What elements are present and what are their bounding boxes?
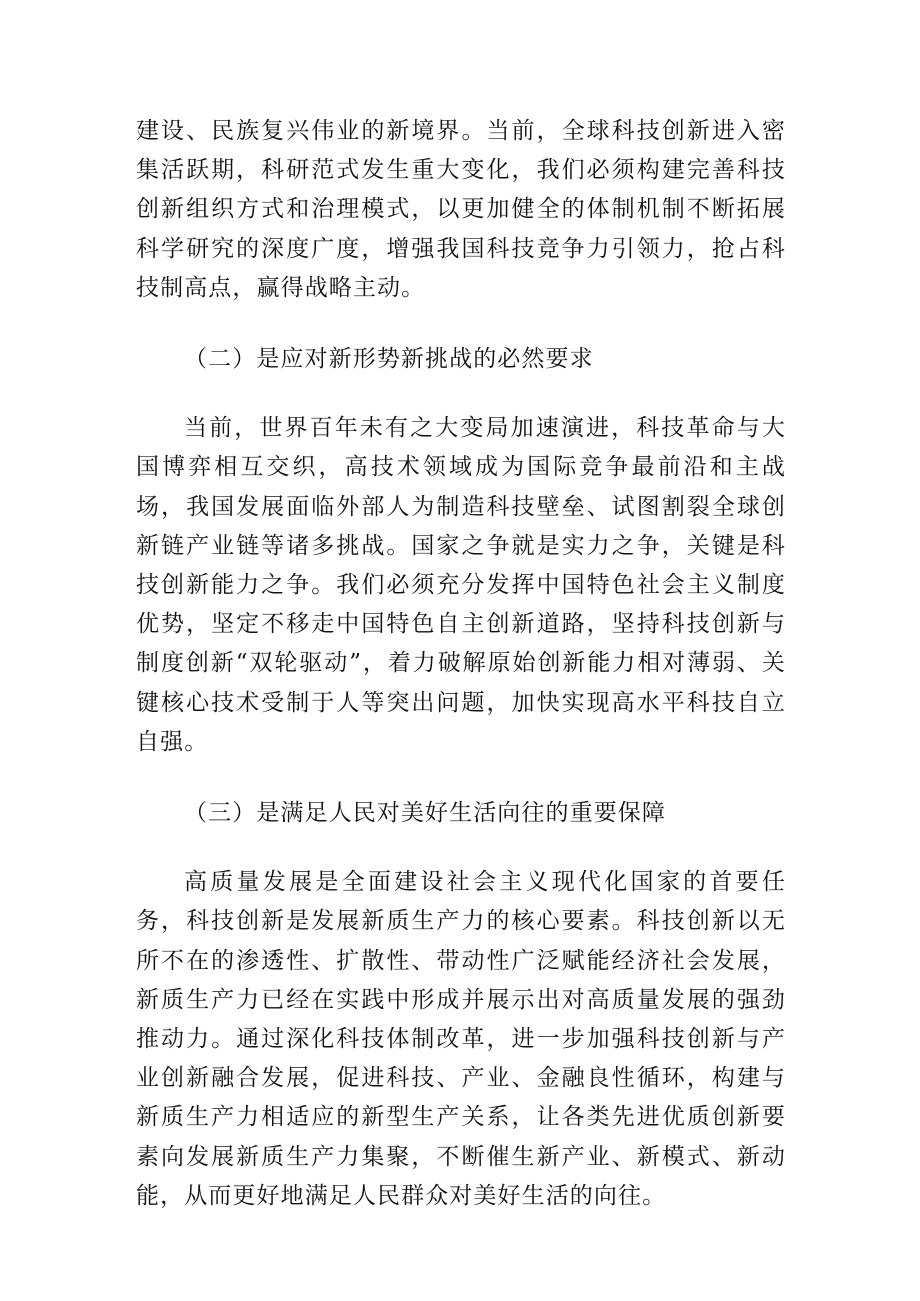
section-heading-2: （二）是应对新形势新挑战的必然要求 bbox=[184, 346, 594, 373]
section-heading-3: （三）是满足人民对美好生活向往的重要保障 bbox=[184, 800, 666, 827]
body-paragraph-continued: 建设、民族复兴伟业的新境界。当前，全球科技创新进入密集活跃期，科研范式发生重大变化，我们必须构建完善科技创新组织方式和治理模式，以更加健全的体制机制不断拓展科学研究的深度广度，增强我国科技竞争力引领力，抢占科技制高点，赢得战略主动。 bbox=[136, 118, 786, 301]
body-paragraph-3: 高质量发展是全面建设社会主义现代化国家的首要任务，科技创新是发展新质生产力的核心要素。科技创新以无所不在的渗透性、扩散性、带动性广泛赋能经济社会发展，新质生产力已经在实践中形成并展示出对高质量发展的强劲推动力。通过深化科技体制改革，进一步加强科技创新与产业创新融合发展，促进科技、产业、金融良性循环，构建与新质生产力相适应的新型生产关系，让各类先进优质创新要素向发展新质生产力集聚，不断催生新产业、新模式、新动能，从而更好地满足人民群众对美好生活的向往。 bbox=[136, 869, 786, 1209]
paragraph-spacer bbox=[136, 308, 786, 340]
paragraph-spacer bbox=[136, 762, 786, 794]
paragraph-spacer bbox=[136, 833, 786, 863]
paragraph-spacer bbox=[136, 379, 786, 409]
document-body bbox=[136, 112, 786, 1216]
body-paragraph-2: 当前，世界百年未有之大变局加速演进，科技革命与大国博弈相互交织，高技术领域成为国际竞争最前沿和主战场，我国发展面临外部人为制造科技壁垒、试图割裂全球创新链产业链等诸多挑战。国家之争就是实力之争，关键是科技创新能力之争。我们必须充分发挥中国特色社会主义制度优势，坚定不移走中国特色自主创新道路，坚持科技创新与制度创新“双轮驱动”，着力破解原始创新能力相对薄弱、关键核心技术受制于人等突出问题，加快实现高水平科技自立自强。 bbox=[136, 415, 786, 755]
